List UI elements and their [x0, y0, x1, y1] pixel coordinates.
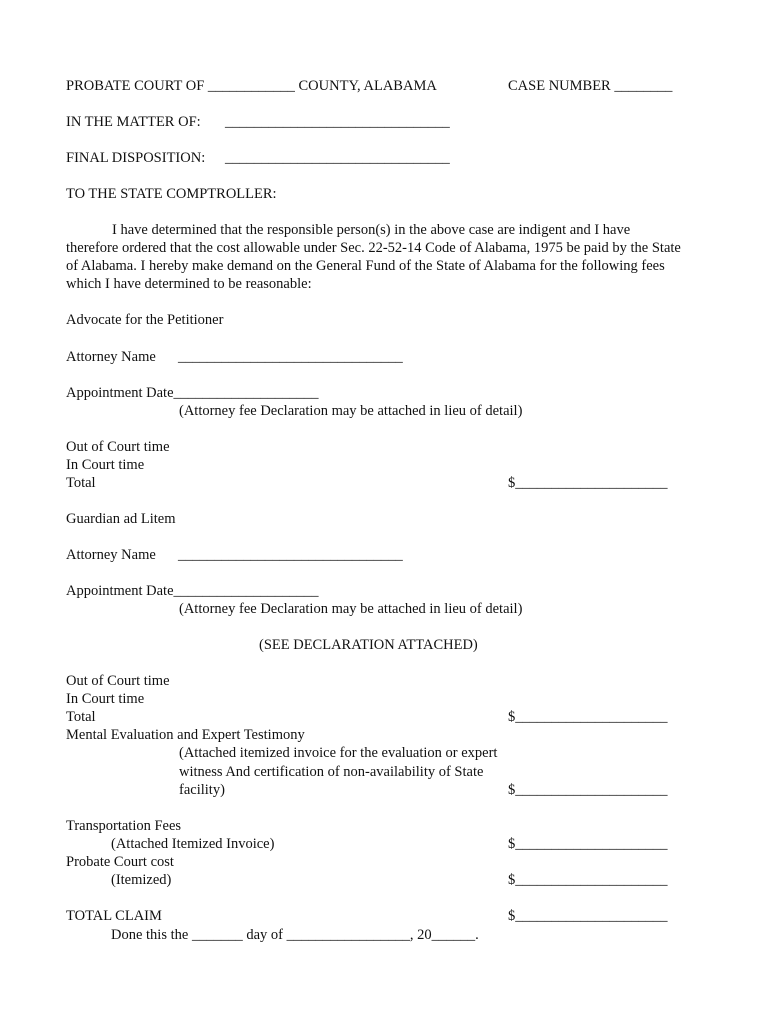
- petitioner-out-of-court: Out of Court time: [66, 439, 170, 455]
- guardian-total-label: Total: [66, 709, 96, 725]
- guardian-attorney-label: Attorney Name: [66, 547, 156, 563]
- petitioner-declaration-note: (Attorney fee Declaration may be attached in lieu of detail): [179, 403, 523, 419]
- guardian-declaration-note: (Attorney fee Declaration may be attached in lieu of detail): [179, 601, 523, 617]
- petitioner-attorney-field[interactable]: _______________________________: [178, 349, 403, 365]
- intro-paragraph: [66, 221, 681, 293]
- court-heading: PROBATE COURT OF ____________ COUNTY, ALABAMA: [66, 78, 437, 94]
- petitioner-total-label: Total: [66, 475, 96, 491]
- signature-date-line[interactable]: Done this the _______ day of _________________, 20______.: [111, 927, 479, 943]
- guardian-section-title: Guardian ad Litem: [66, 511, 176, 527]
- total-claim-label: TOTAL CLAIM: [66, 908, 162, 924]
- probate-cost-title: Probate Court cost: [66, 854, 174, 870]
- guardian-appointment-date-field[interactable]: Appointment Date____________________: [66, 583, 319, 599]
- guardian-in-court: In Court time: [66, 691, 145, 707]
- petitioner-in-court: In Court time: [66, 457, 145, 473]
- final-disposition-field[interactable]: _______________________________: [225, 150, 450, 166]
- probate-cost-note: (Itemized): [111, 872, 172, 888]
- addressee: TO THE STATE COMPTROLLER:: [66, 186, 277, 202]
- mental-evaluation-title: Mental Evaluation and Expert Testimony: [66, 727, 305, 743]
- mental-evaluation-note-2: witness And certification of non-availability of State: [179, 764, 484, 780]
- guardian-attorney-field[interactable]: _______________________________: [178, 547, 403, 563]
- petitioner-appointment-date-field[interactable]: Appointment Date____________________: [66, 385, 319, 401]
- petitioner-attorney-label: Attorney Name: [66, 349, 156, 365]
- mental-evaluation-amount-field[interactable]: $_____________________: [508, 782, 668, 798]
- intro-paragraph-text: I have determined that the responsible person(s) in the above case are indigent and I have therefore ordered that the cost allowable under Sec. 22-52-14 Code of Alabama, 1975 be paid by the State of Alabama. I hereby make demand on the General Fund of the State of Alabama for the following fees which I have determined to be reasonable:: [66, 222, 681, 292]
- petitioner-section-title: Advocate for the Petitioner: [66, 312, 224, 328]
- transportation-title: Transportation Fees: [66, 818, 182, 834]
- case-number-field[interactable]: CASE NUMBER ________: [508, 78, 673, 94]
- probate-cost-amount-field[interactable]: $_____________________: [508, 872, 668, 888]
- matter-label: IN THE MATTER OF:: [66, 114, 201, 130]
- final-disposition-label: FINAL DISPOSITION:: [66, 150, 206, 166]
- transportation-note: (Attached Itemized Invoice): [111, 836, 275, 852]
- petitioner-total-amount-field[interactable]: $_____________________: [508, 475, 668, 491]
- total-claim-amount-field[interactable]: $_____________________: [508, 908, 668, 924]
- transportation-amount-field[interactable]: $_____________________: [508, 836, 668, 852]
- see-declaration-note: (SEE DECLARATION ATTACHED): [259, 637, 478, 653]
- guardian-total-amount-field[interactable]: $_____________________: [508, 709, 668, 725]
- mental-evaluation-note-1: (Attached itemized invoice for the evaluation or expert: [179, 745, 498, 761]
- guardian-out-of-court: Out of Court time: [66, 673, 170, 689]
- mental-evaluation-note-3: facility): [179, 782, 225, 798]
- matter-field[interactable]: _______________________________: [225, 114, 450, 130]
